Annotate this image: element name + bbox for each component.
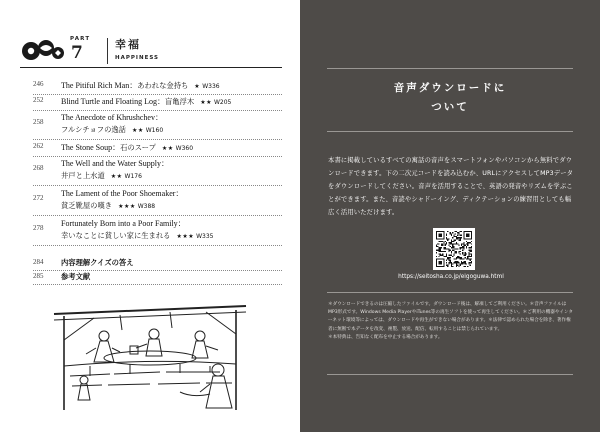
toc-line [61, 112, 163, 123]
part-word: PART [70, 36, 91, 42]
toc-line [61, 201, 155, 211]
toc-separator [33, 185, 282, 186]
qr-code[interactable] [433, 228, 475, 270]
toc-english-title: The Lament of the Poor Shoemaker： [61, 189, 184, 198]
toc-word-count: W336 [202, 83, 220, 90]
toc-word-count: W205 [213, 99, 232, 106]
notes [328, 301, 574, 342]
header-divider [107, 38, 108, 64]
toc-separator [33, 156, 282, 157]
toc-separator [33, 270, 282, 271]
note-paragraph: ＊ダウンロードできるのは圧縮したファイルです。ダウンロード後は、解凍してご利用ください。＊音声ファイルはMP3形式です。Windows Media PlayerやiTunes等の再生ソフトを使って再生してください。＊ご利用の機器やインターネット環境等によっては、ダウンロードや再生ができない場合があります。＊法律で認められた場合を除き、著作権者に無断で本データを改変、複製、放送、配信、転用することは禁じられています。 [328, 302, 574, 332]
toc-english-title: The Pitiful Rich Man： [61, 81, 138, 90]
part-label [70, 36, 106, 66]
illustration-villagers-at-well [50, 300, 250, 412]
toc-japanese-title: 貧乏靴屋の嘆き [61, 201, 113, 210]
toc-line [61, 188, 183, 199]
toc-page-number: 252 [33, 96, 44, 104]
audio-description: 本書に掲載しているすべての寓話の音声をスマートフォンやパソコンから無料でダウンロードできます。下の二次元コードを読み込むか、URLにアクセスしてMP3データをダウンロードしてください。音声を活用することで、英語の発音やリズムを学ぶことができます。また、音読やシャドーイング、ディクテーションの練習用としても幅広く活用いただけます。 [328, 157, 574, 216]
toc-difficulty-stars: ★★★ [176, 233, 195, 240]
toc-line [61, 125, 163, 135]
toc-separator [33, 139, 282, 140]
audio-title-line2: ついて [431, 101, 469, 113]
toc-japanese-title: 盲亀浮木 [165, 97, 195, 106]
toc-word-count: W160 [145, 127, 164, 134]
toc-difficulty-stars: ★★ [110, 173, 123, 180]
toc-extra-label: 参考文献 [61, 272, 91, 281]
toc-word-count: W335 [196, 233, 214, 240]
toc-page-number: 246 [33, 80, 44, 88]
toc-line [61, 142, 193, 153]
toc-japanese-title: 井戸と上水道 [61, 171, 105, 180]
toc-page-number: 262 [33, 142, 44, 150]
toc-word-count: W360 [175, 145, 194, 152]
toc-difficulty-stars: ★ [194, 83, 201, 90]
note-paragraph: ＊本特典は、告知なく配布を中止する場合があります。 [328, 334, 443, 340]
title-rule [327, 131, 573, 132]
qr-code-icon [436, 231, 472, 267]
toc-page-number: 272 [33, 194, 44, 202]
toc-word-count: W176 [124, 173, 142, 180]
toc-line [61, 231, 213, 241]
bottom-rule [327, 374, 573, 375]
right-page [300, 0, 600, 432]
toc-extra-label: 内容理解クイズの答え [61, 258, 134, 267]
toc-english-title: The Stone Soup： [61, 143, 121, 152]
toc-separator [33, 94, 282, 95]
toc-page-number: 258 [33, 118, 44, 126]
toc-page-number: 285 [33, 272, 44, 280]
toc-english-title: The Anecdote of Khrushchev： [61, 113, 163, 122]
top-rule [327, 68, 573, 69]
toc-separator [33, 245, 282, 246]
toc-page-number: 284 [33, 258, 44, 266]
toc-separator [33, 284, 282, 285]
toc-line [61, 158, 169, 169]
notes-rule [327, 292, 573, 293]
toc-japanese-title: 石のスープ [120, 143, 156, 152]
toc-japanese-title: 幸いなことに貧しい家に生まれる [61, 231, 171, 240]
part-subtitle: HAPPINESS [115, 55, 160, 61]
toc-japanese-title: フルシチョフの逸話 [61, 125, 126, 134]
toc-line [61, 171, 142, 181]
header-rule [20, 67, 282, 68]
toc-english-title: The Well and the Water Supply： [61, 159, 169, 168]
part-number: 7 [71, 43, 83, 63]
toc-english-title: Blind Turtle and Floating Log： [61, 97, 166, 106]
toc-line [61, 218, 186, 229]
toc-difficulty-stars: ★★ [131, 127, 144, 134]
download-url[interactable]: https://seitosha.co.jp/eigoguwa.html [398, 274, 504, 280]
toc-separator [33, 110, 282, 111]
toc-separator [33, 215, 282, 216]
toc-difficulty-stars: ★★ [161, 145, 174, 152]
audio-title-line1: 音声ダウンロードに [393, 82, 507, 94]
toc-word-count: W388 [137, 203, 156, 210]
toc-difficulty-stars: ★★★ [118, 203, 136, 210]
part-title: 幸福 [115, 38, 141, 51]
toc-line [61, 80, 220, 91]
part-header [20, 36, 282, 66]
toc-english-title: Fortunately Born into a Poor Family： [61, 219, 186, 228]
part-emblem-icon [20, 37, 66, 63]
toc-difficulty-stars: ★★ [200, 99, 212, 106]
audio-title [328, 79, 572, 117]
toc-line [61, 96, 231, 107]
toc-page-number: 268 [33, 164, 44, 172]
toc-page-number: 278 [33, 224, 44, 232]
toc-japanese-title: あわれな金持ち [137, 81, 189, 90]
